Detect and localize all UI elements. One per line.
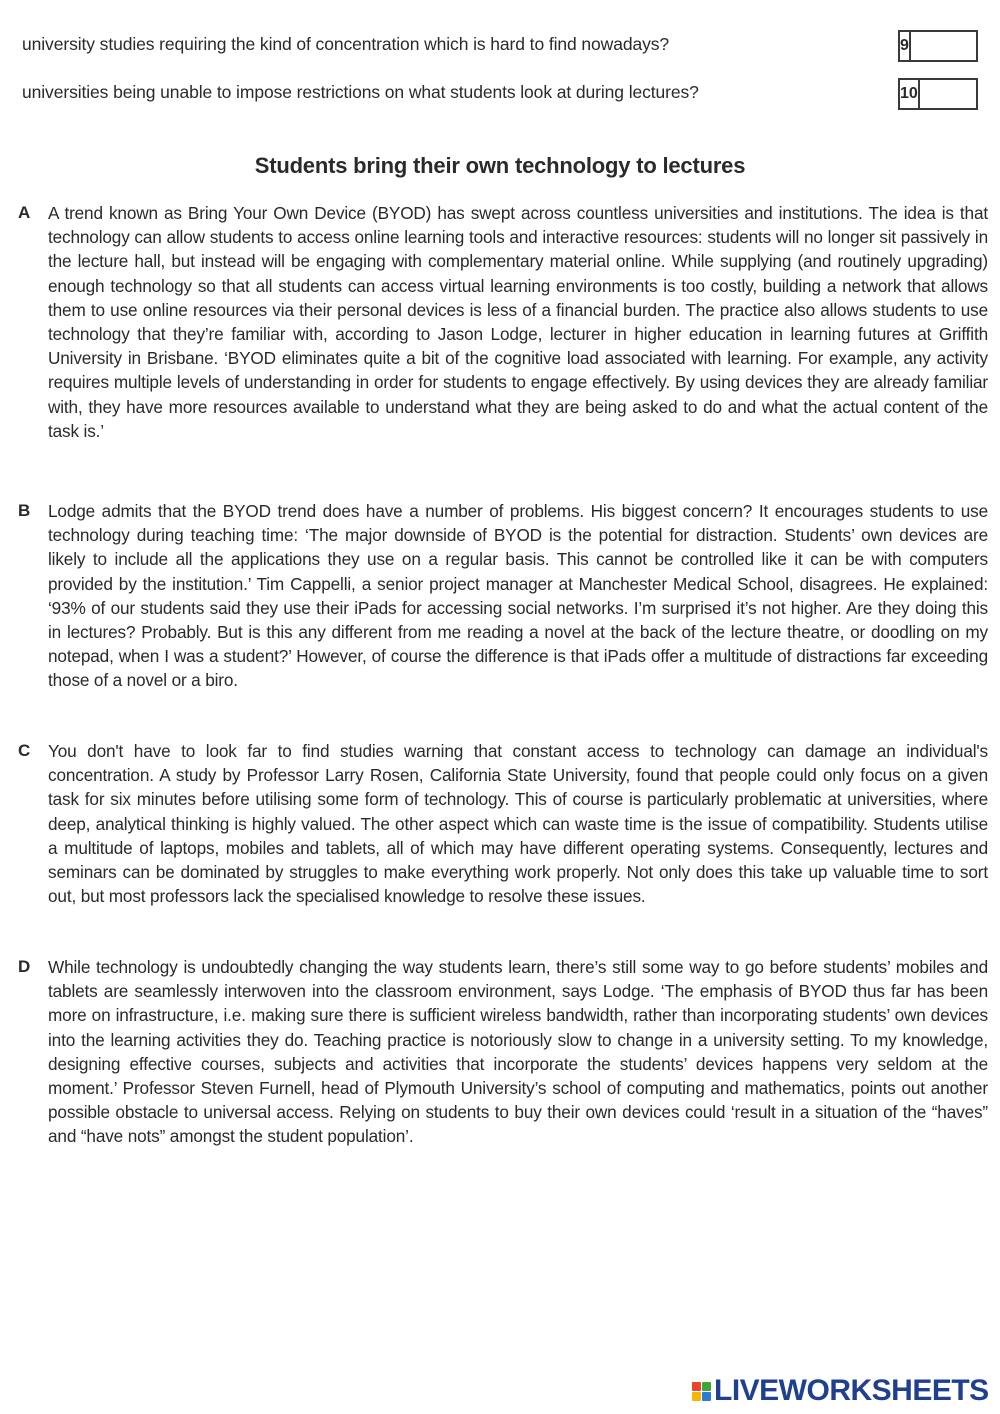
paragraph-letter: A [18, 203, 31, 222]
logo-square [692, 1392, 701, 1401]
question-row-10 [22, 78, 978, 110]
logo-square [702, 1382, 711, 1391]
question-number: 10 [900, 80, 920, 108]
question-number: 9 [900, 32, 911, 60]
answer-input-9[interactable] [911, 32, 1000, 60]
paragraph-text: Lodge admits that the BYOD trend does have a number of problems. His biggest concern? It encourages students to use technology during teaching time: ‘The major downside of BYOD is the potential for distraction. Students’ own devices are likely to include all the applications they use on a regular basis. This cannot be controlled like it can be with computers provided by the institution.’ Tim Cappelli, a senior project manager at Manchester Medical School, disagrees. He explained: ‘93% of our students said they use their iPads for accessing social networks. I’m surprised it’s not higher. Are they doing this in lectures? Probably. But is this any different from me reading a novel at the back of the lecture theatre, or doodling on my notepad, when I was a student?’ However, of course the difference is that iPads offer a multitude of distractions far exceeding those of a novel or a biro. [48, 501, 988, 691]
paragraph-letter: B [18, 501, 31, 520]
paragraph-text: A trend known as Bring Your Own Device (BYOD) has swept across countless universities and institutions. The idea is that technology can allow students to access online learning tools and interactive resources: students will no longer sit passively in the lecture hall, but instead will be engaging with complementary material online. While supplying (and routinely upgrading) enough technology so that all students can access virtual learning environments is too costly, building a network that allows them to use online resources via their personal devices is less of a financial burden. The practice also allows students to use technology that they’re familiar with, according to Jason Lodge, lecturer in higher education in learning futures at Griffith University in Brisbane. ‘BYOD eliminates quite a bit of the cognitive load associated with learning. For example, any activity requires multiple levels of understanding in order for students to engage effectively. By using devices they are already familiar with, they have more resources available to understand what they are being asked to do and what the actual content of the task is.’ [48, 203, 988, 441]
answer-box-group [898, 30, 978, 62]
article-title: Students bring their own technology to lectures [254, 153, 746, 178]
answer-box-group [898, 78, 978, 110]
logo-mark-icon [692, 1382, 711, 1401]
paragraph-text: While technology is undoubtedly changing the way students learn, there’s still some way to go before students’ mobiles and tablets are seamlessly interwoven into the classroom environment, says Lodge. ‘The emphasis of BYOD thus far has been more on infrastructure, i.e. making sure there is sufficient wireless bandwidth, rather than incorporating students’ own devices into the learning activities they do. Teaching practice is notoriously slow to change in a university setting. To my knowledge, designing effective courses, subjects and activities that incorporate the students’ devices happens very seldom at the moment.’ Professor Steven Furnell, head of Plymouth University’s school of computing and mathematics, points out another possible obstacle to universal access. Relying on students to buy their own devices could ‘result in a situation of the “haves” and “have nots” amongst the student population’. [48, 957, 988, 1147]
paragraph-letter: D [18, 957, 31, 976]
logo-square [692, 1382, 701, 1391]
question-text: university studies requiring the kind of concentration which is hard to find nowadays? [22, 34, 670, 54]
logo-text: LIVEWORKSHEETS [714, 1374, 989, 1407]
paragraph-letter: C [18, 741, 31, 760]
answer-input-10[interactable] [920, 80, 1000, 108]
question-text: universities being unable to impose restrictions on what students look at during lectures? [22, 82, 699, 102]
question-row-9 [22, 30, 978, 62]
paragraph-text: You don't have to look far to find studies warning that constant access to technology can damage an individual's concentration. A study by Professor Larry Rosen, California State University, found that people could only focus on a given task for six minutes before utilising some form of technology. This of course is particularly problematic at universities, where deep, analytical thinking is highly valued. The other aspect which can waste time is the issue of compatibility. Students utilise a multitude of laptops, mobiles and tablets, all of which may have different operating systems. Consequently, lectures and seminars can be dominated by struggles to make everything work properly. Not only does this take up valuable time to sort out, but most professors lack the specialised knowledge to resolve these issues. [48, 741, 988, 907]
logo-square [702, 1392, 711, 1401]
liveworksheets-logo [692, 1374, 989, 1408]
